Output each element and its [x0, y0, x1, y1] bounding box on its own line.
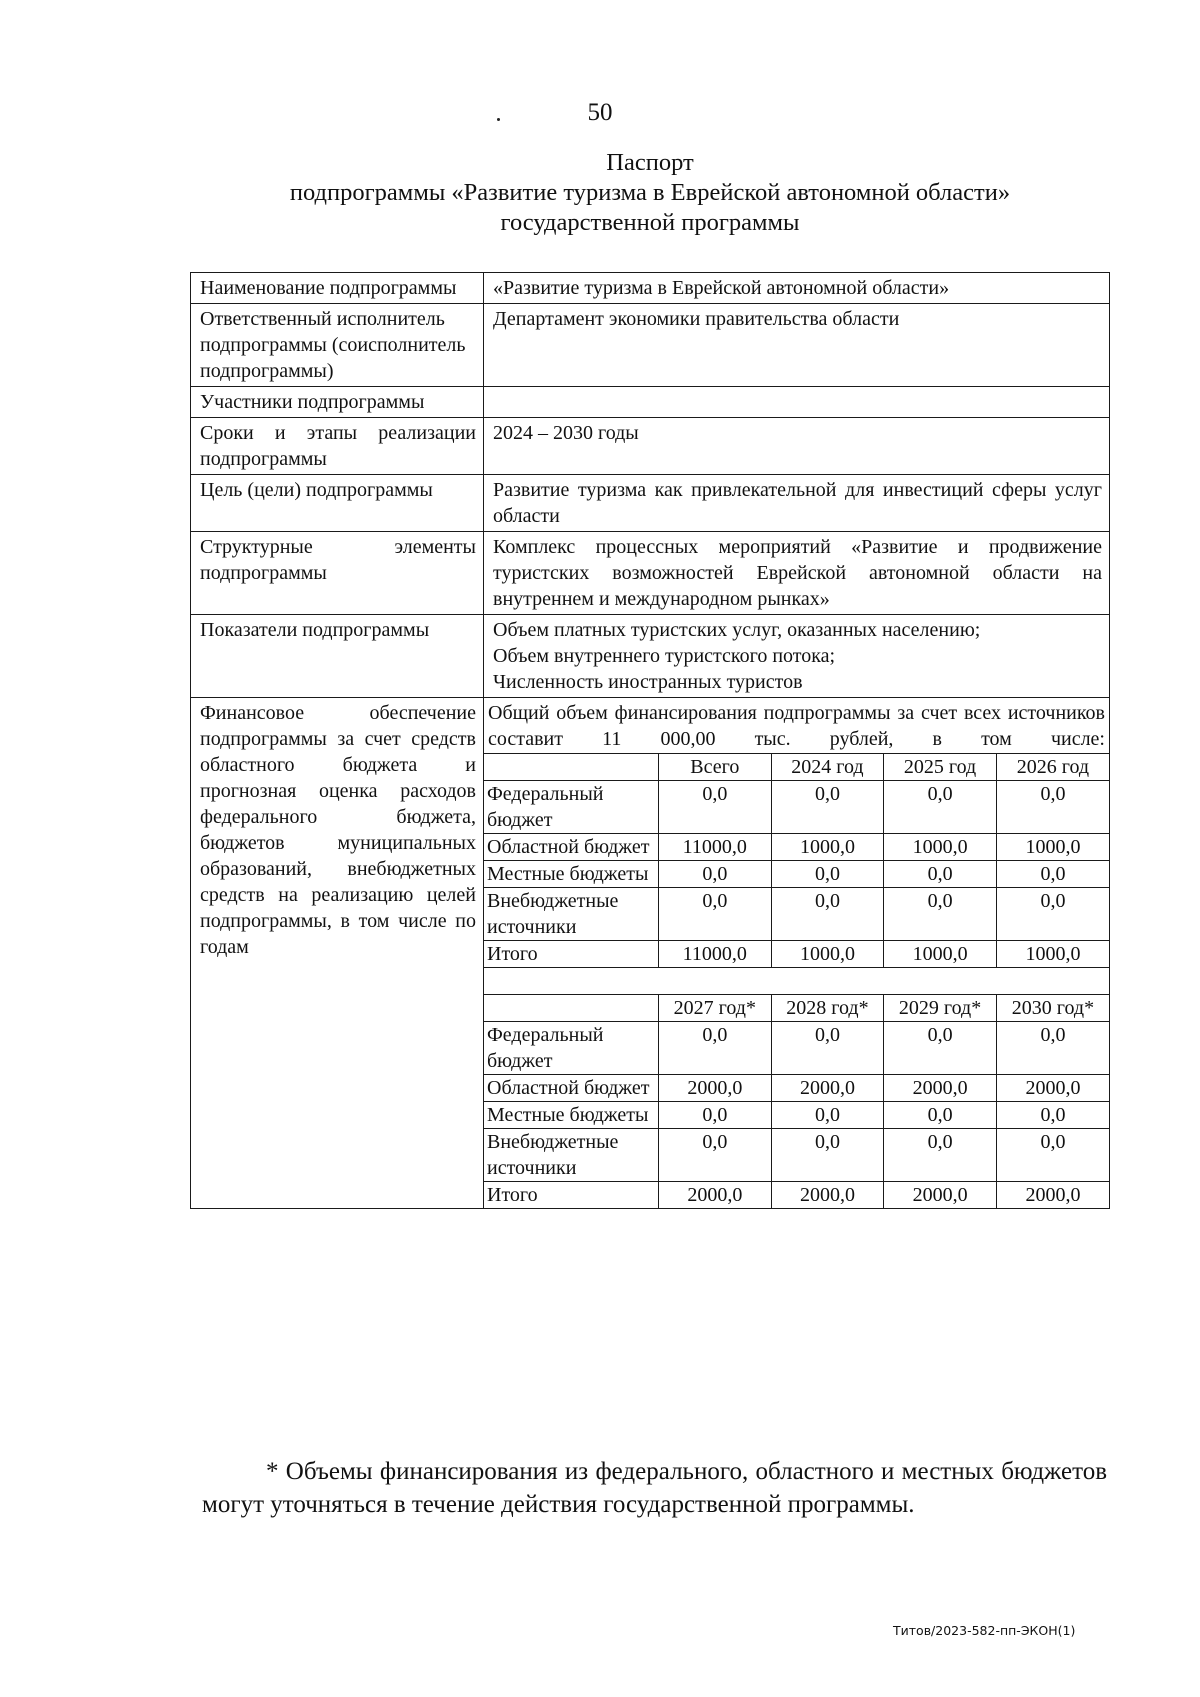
finance-value: 11000,0 [659, 834, 772, 861]
row-terms [191, 418, 1110, 475]
finance-row-label: Федеральный бюджет [484, 1022, 659, 1075]
finance-value: 1000,0 [996, 941, 1109, 968]
finance-value: 1000,0 [771, 941, 884, 968]
finance-value: 0,0 [659, 861, 772, 888]
finance-value: 1000,0 [884, 834, 997, 861]
title-line-3: государственной программы [500, 209, 800, 236]
finance-value: 0,0 [996, 861, 1109, 888]
finance-row-local-2 [484, 1102, 1109, 1129]
finance-value: 2000,0 [884, 1075, 997, 1102]
title-line-1: Паспорт [606, 149, 694, 176]
finance-header-cell: 2025 год [884, 754, 997, 781]
indicator-item: Объем внутреннего туристского потока; [493, 645, 836, 667]
finance-value: 0,0 [884, 888, 997, 941]
finance-row-regional-2 [484, 1075, 1109, 1102]
finance-value: 0,0 [996, 781, 1109, 834]
finance-row-label: Итого [484, 941, 659, 968]
finance-value: 0,0 [771, 781, 884, 834]
finance-header-cell: 2028 год* [771, 995, 884, 1022]
row-structure-label: Структурные элементы подпрограммы [191, 532, 484, 615]
finance-value: 2000,0 [659, 1182, 772, 1209]
finance-header-cell: 2027 год* [659, 995, 772, 1022]
finance-value: 0,0 [996, 888, 1109, 941]
row-responsible-value: Департамент экономики правительства области [484, 304, 1110, 387]
finance-spacer-cell [484, 968, 1109, 995]
finance-header-cell: 2026 год [996, 754, 1109, 781]
row-goal-label: Цель (цели) подпрограммы [191, 475, 484, 532]
row-structure-value: Комплекс процессных мероприятий «Развитие и продвижение туристских возможностей Еврейской автономной области на внутреннем и международном рынках» [484, 532, 1110, 615]
finance-row-label: Местные бюджеты [484, 1102, 659, 1129]
finance-header-cell: 2029 год* [884, 995, 997, 1022]
finance-row-federal-2 [484, 1022, 1109, 1075]
finance-row-label: Внебюджетные источники [484, 1129, 659, 1182]
finance-value: 1000,0 [771, 834, 884, 861]
finance-value: 0,0 [771, 1129, 884, 1182]
finance-row-extrabudget-1 [484, 888, 1109, 941]
title-line-2: подпрограммы «Развитие туризма в Еврейской автономной области» [289, 179, 1011, 206]
finance-header-row-2 [484, 995, 1109, 1022]
finance-value: 0,0 [884, 1022, 997, 1075]
financing-intro: Общий объем финансирования подпрограммы за счет всех источников составит 11 000,00 тыс. рублей, в том числе: [488, 702, 1105, 750]
row-financing-label: Финансовое обеспечение подпрограммы за счет средств областного бюджета и прогнозная оценка расходов федерального бюджета, бюджетов муниципальных образований, внебюджетных средств на реализацию целей подпрограммы, в том числе по годам [191, 698, 484, 1209]
finance-header-cell: Всего [659, 754, 772, 781]
finance-value: 0,0 [884, 1129, 997, 1182]
finance-value: 1000,0 [884, 941, 997, 968]
row-goal [191, 475, 1110, 532]
stray-dot-mark [497, 118, 500, 121]
finance-row-label: Местные бюджеты [484, 861, 659, 888]
finance-value: 0,0 [996, 1129, 1109, 1182]
finance-row-label: Федеральный бюджет [484, 781, 659, 834]
finance-value: 0,0 [884, 861, 997, 888]
finance-value: 0,0 [659, 1102, 772, 1129]
row-indicators [191, 615, 1110, 698]
document-code: Титов/2023-582-пп-ЭКОН(1) [893, 1623, 1076, 1638]
passport-table [190, 272, 1110, 1209]
finance-value: 1000,0 [996, 834, 1109, 861]
finance-value: 11000,0 [659, 941, 772, 968]
finance-value: 0,0 [996, 1022, 1109, 1075]
finance-row-label: Областной бюджет [484, 834, 659, 861]
indicator-item: Объем платных туристских услуг, оказанных населению; [493, 619, 981, 641]
row-name-value: «Развитие туризма в Еврейской автономной области» [484, 273, 1110, 304]
finance-breakdown-table [484, 753, 1109, 1208]
finance-row-local-1 [484, 861, 1109, 888]
row-goal-value: Развитие туризма как привлекательной для инвестиций сферы услуг области [484, 475, 1110, 532]
finance-value: 0,0 [996, 1102, 1109, 1129]
page-number: 50 [587, 99, 613, 126]
row-participants [191, 387, 1110, 418]
row-financing-value [484, 698, 1110, 1209]
finance-value: 2000,0 [771, 1075, 884, 1102]
finance-header-cell: 2024 год [771, 754, 884, 781]
finance-value: 2000,0 [771, 1182, 884, 1209]
finance-header-row-1 [484, 754, 1109, 781]
finance-header-empty [484, 995, 659, 1022]
row-indicators-label: Показатели подпрограммы [191, 615, 484, 698]
indicator-item: Численность иностранных туристов [493, 671, 803, 693]
row-participants-value [484, 387, 1110, 418]
finance-value: 0,0 [659, 1129, 772, 1182]
row-participants-label: Участники подпрограммы [191, 387, 484, 418]
row-responsible-label: Ответственный исполнитель подпрограммы (соисполнитель подпрограммы) [191, 304, 484, 387]
finance-value: 0,0 [771, 888, 884, 941]
row-financing [191, 698, 1110, 1209]
row-responsible [191, 304, 1110, 387]
finance-row-total-1 [484, 941, 1109, 968]
finance-value: 0,0 [771, 1022, 884, 1075]
finance-value: 2000,0 [884, 1182, 997, 1209]
row-indicators-value [484, 615, 1110, 698]
finance-value: 0,0 [659, 781, 772, 834]
finance-spacer-row [484, 968, 1109, 995]
finance-header-cell: 2030 год* [996, 995, 1109, 1022]
row-name-label: Наименование подпрограммы [191, 273, 484, 304]
finance-header-empty [484, 754, 659, 781]
finance-row-total-2 [484, 1182, 1109, 1209]
finance-value: 0,0 [659, 1022, 772, 1075]
finance-value: 2000,0 [996, 1182, 1109, 1209]
finance-value: 0,0 [884, 1102, 997, 1129]
finance-value: 2000,0 [659, 1075, 772, 1102]
finance-row-federal-1 [484, 781, 1109, 834]
row-structure [191, 532, 1110, 615]
document-title [150, 148, 1150, 238]
finance-value: 0,0 [771, 1102, 884, 1129]
finance-value: 0,0 [771, 861, 884, 888]
finance-value: 2000,0 [996, 1075, 1109, 1102]
finance-value: 0,0 [884, 781, 997, 834]
row-terms-label: Сроки и этапы реализации подпрограммы [191, 418, 484, 475]
finance-value: 0,0 [659, 888, 772, 941]
footnote: * Объемы финансирования из федерального, областного и местных бюджетов могут уточняться в течение действия государственной программы. [202, 1458, 1107, 1518]
row-name [191, 273, 1110, 304]
finance-row-label: Итого [484, 1182, 659, 1209]
finance-row-label: Внебюджетные источники [484, 888, 659, 941]
finance-row-extrabudget-2 [484, 1129, 1109, 1182]
row-terms-value: 2024 – 2030 годы [484, 418, 1110, 475]
finance-row-regional-1 [484, 834, 1109, 861]
finance-row-label: Областной бюджет [484, 1075, 659, 1102]
